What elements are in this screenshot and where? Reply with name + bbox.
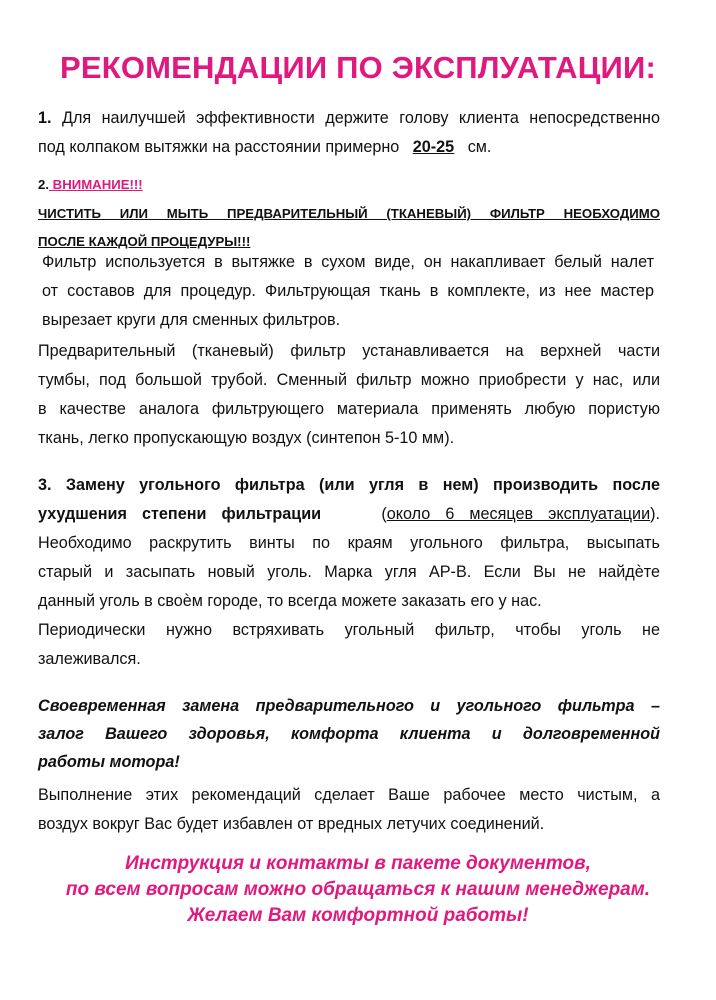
item-3-line-4: старый и засыпать новый уголь. Марка угля АР-В. Если Вы не найдѐте bbox=[38, 563, 660, 581]
item-3-line-5: данный уголь в своѐм городе, то всегда можете заказать его у нас. bbox=[38, 592, 542, 610]
item-1-line-1 bbox=[38, 104, 660, 133]
item-1-text-2: под колпаком вытяжки на расстоянии примерно bbox=[38, 138, 400, 156]
item-2-p2-line-1: Предварительный (тканевый) фильтр устанавливается на верхней части bbox=[38, 342, 660, 360]
footer-block bbox=[0, 851, 716, 929]
footer-line-3: Желаем Вам комфортной работы! bbox=[187, 905, 529, 926]
item-3-line-3: Необходимо раскрутить винты по краям угольного фильтра, высыпать bbox=[38, 534, 660, 552]
item-2-heading bbox=[38, 170, 660, 200]
item-2-number: 2. bbox=[38, 177, 49, 192]
item-2-p2-line-3: в качестве аналога фильтрующего материала применять любую пористую bbox=[38, 400, 660, 418]
item-2-p2-line-2: тумбы, под большой трубой. Сменный фильтр можно приобрести у нас, или bbox=[38, 371, 660, 389]
item-2-paragraph-2 bbox=[38, 337, 660, 453]
paren-open: ( bbox=[381, 505, 387, 523]
closing-line-2: воздух вокруг Вас будет избавлен от вредных летучих соединений. bbox=[38, 815, 545, 833]
closing-block bbox=[38, 781, 660, 839]
item-1-line-2 bbox=[38, 133, 660, 162]
item-3-line-7: залеживался. bbox=[38, 650, 141, 668]
item-3-bold-line-1: 3. Замену угольного фильтра (или угля в нем) производить после bbox=[38, 476, 660, 494]
item-1 bbox=[38, 104, 660, 162]
item-3-line-6: Периодически нужно встряхивать угольный фильтр, чтобы уголь не bbox=[38, 621, 660, 639]
caps-warning-line-2: ПОСЛЕ КАЖДОЙ ПРОЦЕДУРЫ!!! bbox=[38, 234, 251, 249]
footer-line-2: по всем вопросам можно обращаться к нашим менеджерам. bbox=[65, 879, 651, 900]
item-2-paragraph-1 bbox=[42, 248, 654, 335]
item-2-p2-line-4: ткань, легко пропускающую воздух (синтепон 5-10 мм). bbox=[38, 429, 455, 447]
emphasis-line-2: залог Вашего здоровья, комфорта клиента и долговременной bbox=[38, 725, 660, 743]
item-2-p1-line-2: от составов для процедур. Фильтрующая ткань в комплекте, из нее мастер bbox=[42, 282, 654, 300]
item-1-number: 1. bbox=[38, 109, 52, 127]
item-2-p1-line-3: вырезает круги для сменных фильтров. bbox=[42, 311, 341, 329]
closing-line-1: Выполнение этих рекомендаций сделает Ваше рабочее место чистым, а bbox=[38, 786, 660, 804]
item-2-p1-line-1: Фильтр используется в вытяжке в сухом виде, он накапливает белый налет bbox=[42, 253, 654, 271]
emphasis-block bbox=[38, 692, 660, 776]
distance-value: 20-25 bbox=[412, 138, 455, 156]
item-3-line-2 bbox=[38, 500, 660, 529]
page-title: РЕКОМЕНДАЦИИ ПО ЭКСПЛУАТАЦИИ: bbox=[59, 50, 657, 85]
item-2 bbox=[38, 170, 660, 256]
item-1-text: Для наилучшей эффективности держите голову клиента непосредственно bbox=[61, 109, 660, 127]
distance-unit: см. bbox=[467, 138, 492, 156]
replacement-interval: около 6 месяцев эксплуатации bbox=[386, 505, 651, 523]
emphasis-line-1: Своевременная замена предварительного и угольного фильтра – bbox=[38, 697, 660, 715]
item-3 bbox=[38, 471, 660, 674]
footer-line-1: Инструкция и контакты в пакете документов, bbox=[125, 853, 591, 874]
emphasis-line-3: работы мотора! bbox=[38, 753, 180, 771]
paren-close: ). bbox=[650, 505, 661, 523]
item-3-bold-line-2: ухудшения степени фильтрации bbox=[38, 505, 322, 523]
caps-warning-line-1: ЧИСТИТЬ ИЛИ МЫТЬ ПРЕДВАРИТЕЛЬНЫЙ (ТКАНЕВЫЙ) ФИЛЬТР НЕОБХОДИМО bbox=[38, 206, 660, 221]
warning-label: ВНИМАНИЕ!!! bbox=[49, 177, 143, 192]
